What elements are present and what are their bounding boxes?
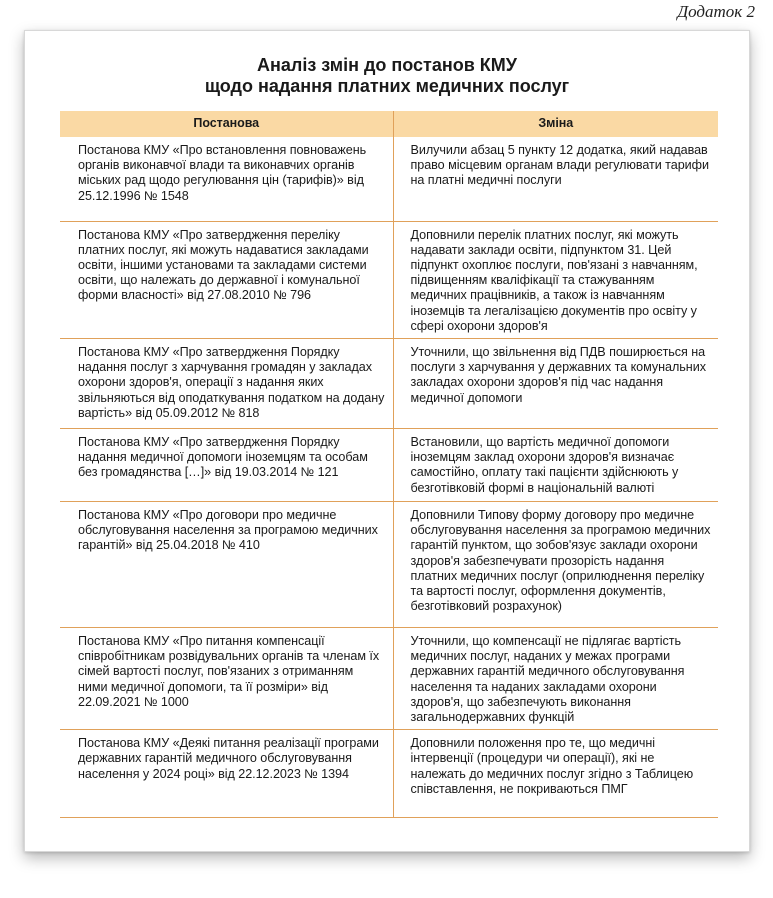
table-row	[60, 730, 718, 818]
resolution-cell: Постанова КМУ «Про затвердження Порядку надання медичної допомоги іноземцям та особам без громадянства […]» від 19.03.2014 № 121	[60, 428, 393, 501]
table-row	[60, 501, 718, 627]
change-cell: Вилучили абзац 5 пункту 12 додатка, який надавав право місцевим органам влади регулювати тарифи на платні медичні послуги	[393, 137, 718, 221]
title-line-2: щодо надання платних медичних послуг	[204, 76, 570, 96]
table-row	[60, 338, 718, 428]
resolution-cell: Постанова КМУ «Про встановлення повноважень органів виконавчої влади та виконавчих органів міських рад щодо регулювання цін (тарифів)» від 25.12.1996 № 1548	[60, 137, 393, 221]
page-title	[25, 55, 749, 97]
appendix-label: Додаток 2	[677, 2, 755, 21]
table-header-row	[60, 111, 718, 137]
resolution-cell: Постанова КМУ «Про питання компенсації співробітникам розвідувальних органів та членам їх сімей вартості послуг, пов'язаних з отриманням ними медичної допомоги, та її розміри» від 22.09.2021 № 1000	[60, 627, 393, 729]
change-cell: Встановили, що вартість медичної допомоги іноземцям заклад охорони здоров'я визначає самостійно, оплату такі пацієнти здійснюють у безготівковій формі в національній валюті	[393, 428, 718, 501]
changes-table	[60, 111, 718, 818]
header-resolution: Постанова	[60, 111, 393, 137]
table-row	[60, 221, 718, 338]
change-cell: Доповнили Типову форму договору про медичне обслуговування населення за програмою медичних гарантій пунктом, що зобов'язує заклади охорони здоров'я забезпечувати прозорість надання платних медичних послуг (оприлюднення переліку та вартості послуг, оформлення документів, безготівковий розрахунок)	[393, 501, 718, 627]
document-sheet	[24, 30, 750, 852]
change-cell: Доповнили положення про те, що медичні інтервенції (процедури чи операції), які не належать до медичних послуг згідно з Таблицею співставлення, не покриваються ПМГ	[393, 730, 718, 818]
table-row	[60, 627, 718, 729]
change-cell: Уточнили, що звільнення від ПДВ поширюється на послуги з харчування у державних та комунальних закладах охорони здоров'я під час надання медичної допомоги	[393, 338, 718, 428]
change-cell: Уточнили, що компенсації не підлягає вартість медичних послуг, наданих у межах програми державних гарантій медичного обслуговування населення та наданих закладами охорони здоров'я, що забезпечують виконання загальнодержавних функцій	[393, 627, 718, 729]
title-line-1: Аналіз змін до постанов КМУ	[257, 55, 517, 75]
resolution-cell: Постанова КМУ «Про затвердження Порядку надання послуг з харчування громадян у закладах охорони здоров'я, операції з надання яких звільняються від оподаткування податком на додану вартість» від 05.09.2012 № 818	[60, 338, 393, 428]
resolution-cell: Постанова КМУ «Про договори про медичне обслуговування населення за програмою медичних гарантій» від 25.04.2018 № 410	[60, 501, 393, 627]
resolution-cell: Постанова КМУ «Деякі питання реалізації програми державних гарантій медичного обслуговування населення у 2024 році» від 22.12.2023 № 1394	[60, 730, 393, 818]
resolution-cell: Постанова КМУ «Про затвердження переліку платних послуг, які можуть надаватися закладами освіти, іншими установами та закладами системи освіти, що належать до державної і комунальної форми власності» від 27.08.2010 № 796	[60, 221, 393, 338]
table-row	[60, 137, 718, 221]
header-change: Зміна	[393, 111, 718, 137]
change-cell: Доповнили перелік платних послуг, які можуть надавати заклади освіти, підпунктом 31. Цей підпункт охоплює послуги, пов'язані з навчанням, підвищенням кваліфікації та стажуванням медичних працівників, а також із навчанням іноземців та легалізацією документів про освіту у сфері охорони здоров'я	[393, 221, 718, 338]
table-row	[60, 428, 718, 501]
